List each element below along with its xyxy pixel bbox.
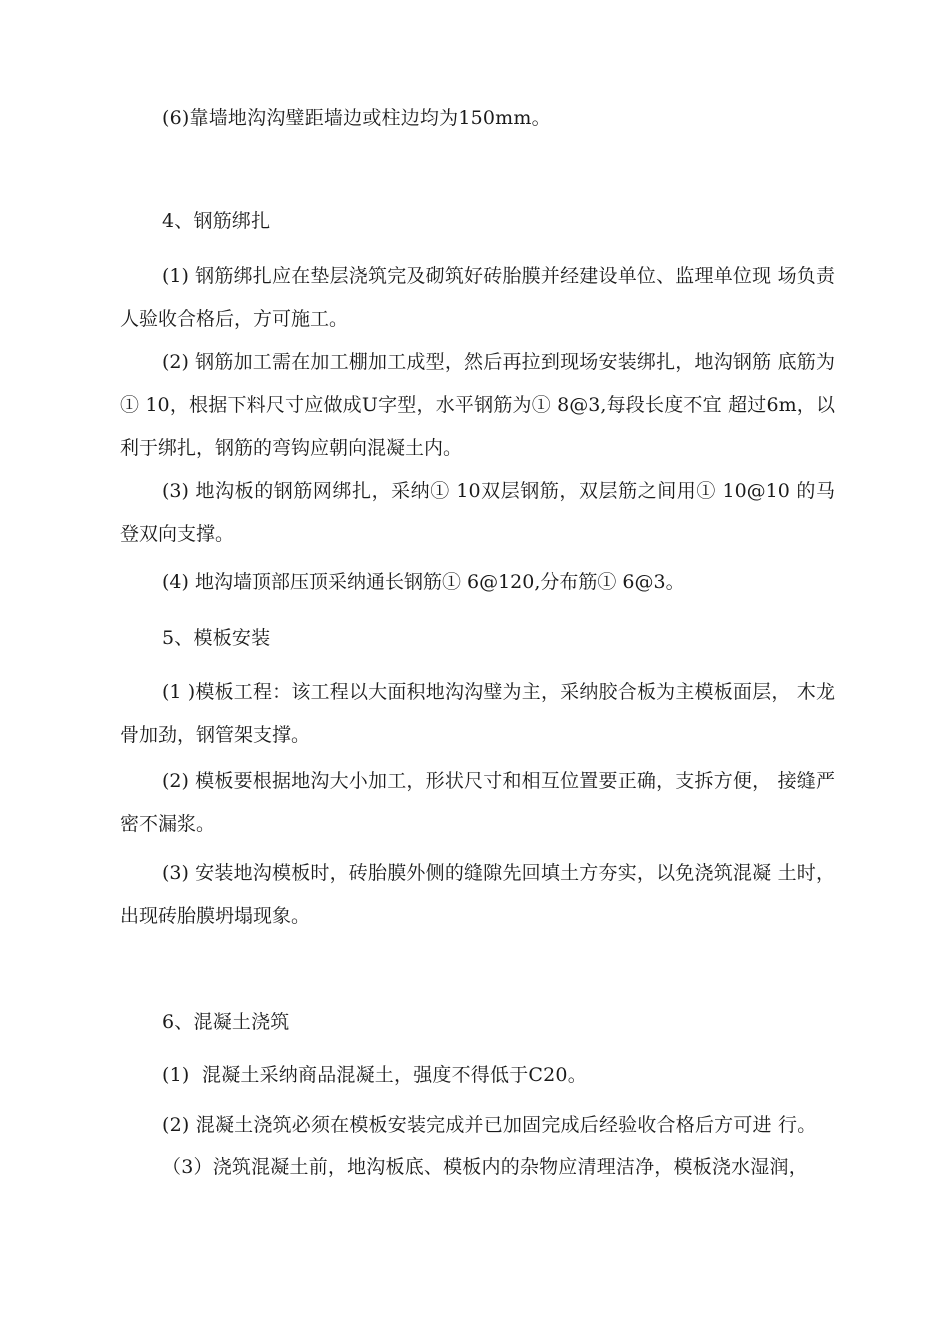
section-4-heading: 4、钢筋绑扎	[162, 210, 271, 232]
section-4-item-3: (3) 地沟板的钢筋网绑扎，采纳① 10双层钢筋，双层筋之间用① 10@10 的马登双向支撑。	[120, 480, 835, 545]
section-5-item-1: (1 )模板工程：该工程以大面积地沟沟璧为主，采纳胶合板为主模板面层， 木龙骨加劲，钢管架支撑。	[120, 681, 835, 746]
section-4-item-1: (1) 钢筋绑扎应在垫层浇筑完及砌筑好砖胎膜并经建设单位、监理单位现 场负责人验收合格后，方可施工。	[120, 265, 835, 330]
section-6-heading: 6、混凝土浇筑	[162, 1011, 290, 1033]
section-6-item-1: (1) 混凝土采纳商品混凝土，强度不得低于C20。	[162, 1064, 587, 1086]
item-6-wall-distance: (6)靠墙地沟沟璧距墙边或柱边均为150mm。	[162, 107, 551, 129]
section-4-item-2: (2) 钢筋加工需在加工棚加工成型，然后再拉到现场安装绑扎，地沟钢筋 底筋为① 10，根据下料尺寸应做成U字型，水平钢筋为① 8@3,每段长度不宜 超过6m，以利于绑扎，钢筋的弯钩应朝向混凝土内。	[120, 351, 835, 459]
section-6-item-3: （3）浇筑混凝土前，地沟板底、模板内的杂物应清理洁净，模板浇水湿润，	[162, 1156, 808, 1178]
section-5-item-2: (2) 模板要根据地沟大小加工，形状尺寸和相互位置要正确，支拆方便， 接缝严密不漏浆。	[120, 770, 835, 835]
section-6-item-2: (2) 混凝土浇筑必须在模板安装完成并已加固完成后经验收合格后方可进 行。	[162, 1114, 817, 1136]
section-4-item-4: (4) 地沟墙顶部压顶采纳通长钢筋① 6@120,分布筋① 6@3。	[162, 571, 685, 593]
section-5-heading: 5、模板安装	[162, 627, 271, 649]
section-5-item-3: (3) 安装地沟模板时，砖胎膜外侧的缝隙先回填土方夯实，以免浇筑混凝 土时，出现砖胎膜坍塌现象。	[120, 862, 835, 927]
